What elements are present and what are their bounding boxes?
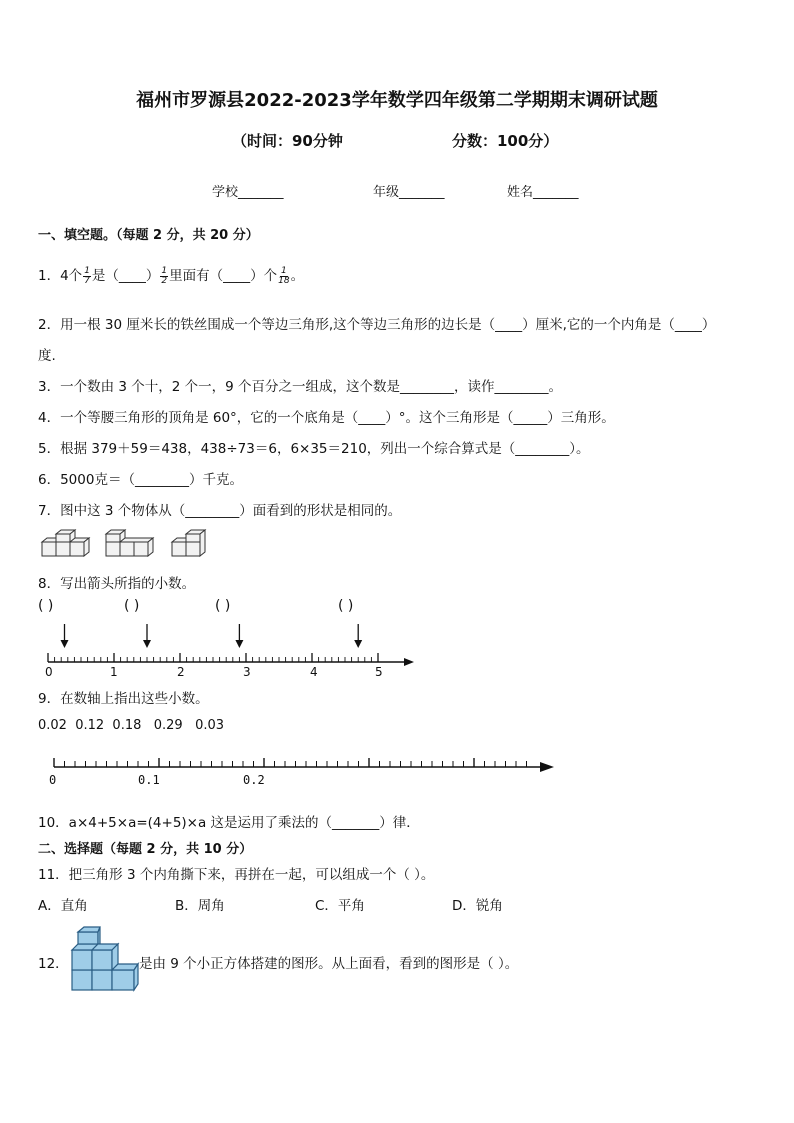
cube-figure-1 <box>42 530 89 556</box>
q8-bracket-1: ( ) <box>38 598 54 614</box>
q9-values: 0.02 0.12 0.18 0.29 0.03 <box>38 718 225 733</box>
fraction-1-18: $\frac{1}{18}$ <box>278 265 290 286</box>
q8-arrowhead-3 <box>235 640 243 648</box>
name-field: 姓名_______ <box>507 185 579 200</box>
q11-option-d: D．锐角 <box>452 898 503 914</box>
q12-cube-figure <box>68 926 140 994</box>
q9-axis-arrow <box>540 762 554 772</box>
exam-time: （时间：90分钟 <box>232 132 343 150</box>
q8-tick-label-1: 1 <box>110 665 118 679</box>
question-3: 3．一个数由 3 个十，2 个一，9 个百分之一组成，这个数是________，读作________。 <box>38 379 563 395</box>
question-11: 11．把三角形 3 个内角撕下来，再拼在一起，可以组成一个（ ）。 <box>38 867 435 883</box>
q9-number-line <box>46 756 558 776</box>
q8-tick-label-5: 5 <box>375 665 383 679</box>
q8-tick-label-4: 4 <box>310 665 318 679</box>
q11-option-c: C．平角 <box>315 898 365 914</box>
school-field: 学校_______ <box>212 185 284 200</box>
q11-option-a: A．直角 <box>38 898 88 914</box>
grade-field: 年级_______ <box>373 185 445 200</box>
exam-score: 分数：100分） <box>452 132 559 150</box>
cube-figure-2 <box>106 530 153 556</box>
q8-bracket-2: ( ) <box>124 598 140 614</box>
fraction-1-2: $\frac{1}{2}$ <box>161 265 168 286</box>
q8-tick-label-3: 3 <box>243 665 251 679</box>
q8-number-line <box>36 624 406 664</box>
q7-cube-figures <box>40 530 210 564</box>
question-2-line-1: 2．用一根 30 厘米长的铁丝围成一个等边三角形,这个等边三角形的边长是（____）厘米,它的一个内角是（____） <box>38 317 716 333</box>
q8-bracket-4: ( ) <box>338 598 354 614</box>
q8-tick-label-2: 2 <box>177 665 185 679</box>
question-7: 7．图中这 3 个物体从（________）面看到的形状是相同的。 <box>38 503 402 519</box>
question-1: 1．4个 $\frac{1}{7}$ 是（____） $\frac{1}{2}$ 里面有（____）个 $\frac{1}{18}$ 。 <box>38 265 305 286</box>
fraction-1-7: $\frac{1}{7}$ <box>84 265 90 286</box>
q9-tick-label-0-2: 0.2 <box>243 773 265 787</box>
q8-tick-label-0: 0 <box>45 665 53 679</box>
question-8: 8．写出箭头所指的小数。 <box>38 576 196 592</box>
q8-bracket-3: ( ) <box>215 598 231 614</box>
q8-arrowhead-2 <box>143 640 151 648</box>
section-1-heading: 一、填空题。（每题 2 分，共 20 分） <box>38 228 259 243</box>
question-2-line-2: 度. <box>38 348 56 364</box>
q8-arrowhead-4 <box>354 640 362 648</box>
q8-axis-arrow <box>404 658 414 666</box>
q8-arrowhead-1 <box>61 640 69 648</box>
q11-option-b: B．周角 <box>175 898 225 914</box>
question-6: 6．5000克＝（________）千克。 <box>38 472 243 488</box>
cube-figure-3 <box>172 530 205 556</box>
page-title: 福州市罗源县2022-2023学年数学四年级第二学期期末调研试题 <box>136 90 658 111</box>
question-4: 4．一个等腰三角形的顶角是 60°，它的一个底角是（____）°。这个三角形是（_____）三角形。 <box>38 410 615 426</box>
question-10: 10．a×4+5×a=(4+5)×a 这是运用了乘法的（_______）律． <box>38 815 420 831</box>
q9-tick-label-0-1: 0.1 <box>138 773 160 787</box>
section-2-heading: 二、选择题（每题 2 分，共 10 分） <box>38 842 253 857</box>
question-12-number: 12． <box>38 956 69 972</box>
question-5: 5．根据 379＋59＝438，438÷73＝6，6×35＝210，列出一个综合算式是（________）。 <box>38 441 590 457</box>
question-12-text: 是由 9 个小正方体搭建的图形。从上面看，看到的图形是（ ）。 <box>139 956 519 972</box>
question-9: 9．在数轴上指出这些小数。 <box>38 691 209 707</box>
q9-tick-label-0: 0 <box>49 773 57 787</box>
